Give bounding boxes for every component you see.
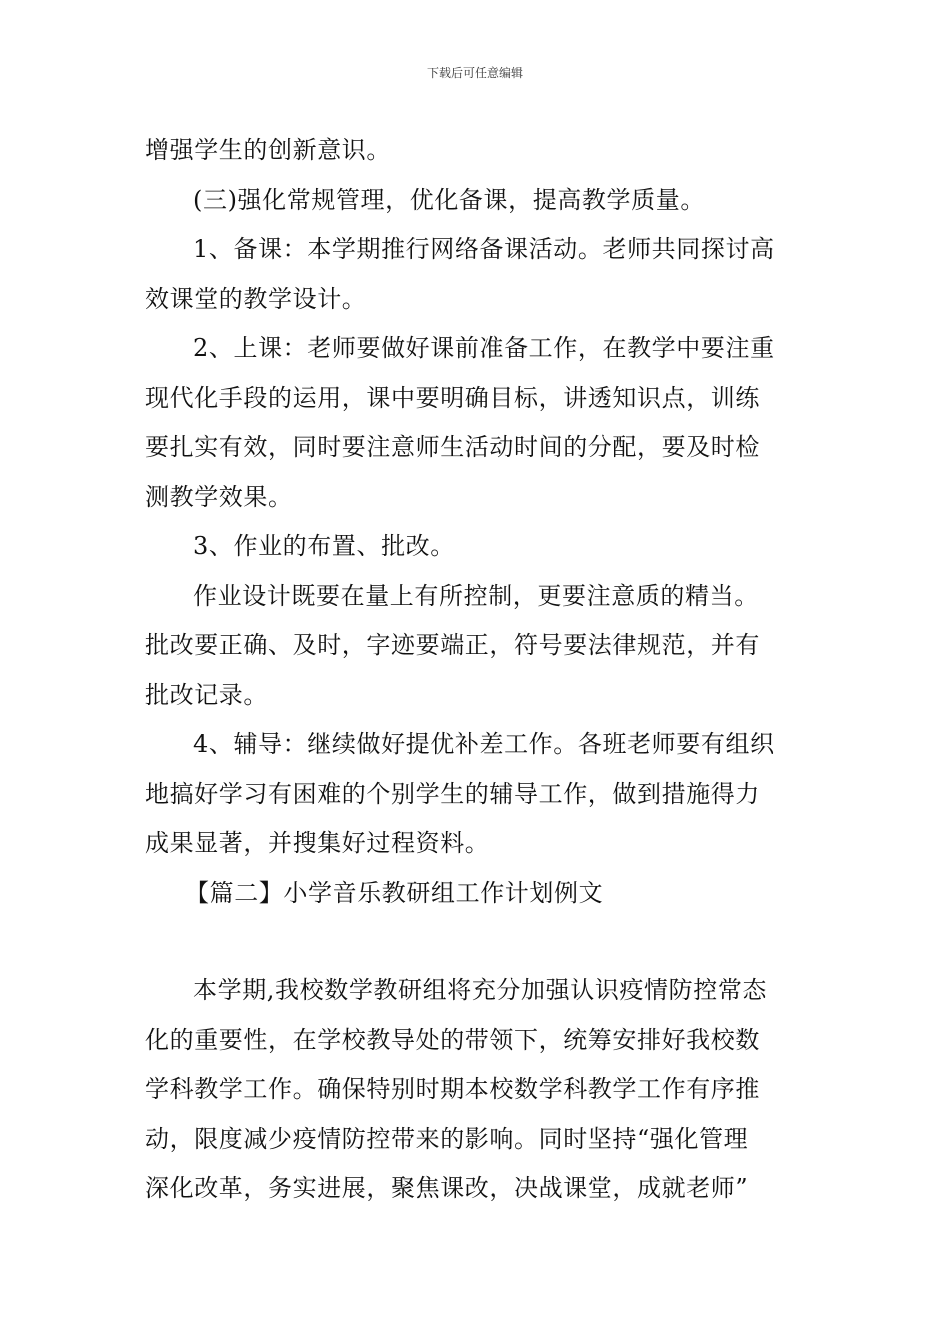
text-line: 3、作业的布置、批改。: [193, 532, 455, 560]
section-heading: (三)强化常规管理，优化备课，提高教学质量。: [193, 185, 705, 214]
text-line: 1、备课：本学期推行网络备课活动。老师共同探讨高: [193, 235, 775, 263]
text-line: 本学期,我校数学教研组将充分加强认识疫情防控常态: [193, 976, 768, 1004]
text-line: 深化改革，务实进展，聚焦课改，决战课堂，成就老师”: [145, 1174, 749, 1202]
text-line: 测教学效果。: [145, 482, 293, 511]
text-line: 增强学生的创新意识。: [145, 136, 391, 164]
text-line: 效课堂的教学设计。: [145, 284, 367, 313]
text-line: 学科教学工作。确保特别时期本校数学科教学工作有序推: [145, 1075, 760, 1103]
text-line: 4、辅导：继续做好提优补差工作。各班老师要有组织: [193, 730, 775, 758]
document-body: [145, 126, 810, 1214]
text-line: 现代化手段的运用，课中要明确目标，讲透知识点，训练: [145, 383, 760, 412]
text-line: 化的重要性，在学校教导处的带领下，统筹安排好我校数: [145, 1025, 760, 1054]
text-line: 成果显著，并搜集好过程资料。: [145, 829, 490, 857]
page-header: 下载后可任意编辑: [426, 66, 523, 80]
text-line: 动，限度减少疫情防控带来的影响。同时坚持“强化管理: [145, 1124, 749, 1153]
article-title: 【篇二】小学音乐教研组工作计划例文: [185, 878, 604, 907]
text-line: 地搞好学习有困难的个别学生的辅导工作，做到措施得力: [145, 779, 760, 808]
text-line: 批改要正确、及时，字迹要端正，符号要法律规范，并有: [145, 631, 760, 659]
text-line: 批改记录。: [145, 680, 268, 709]
text-line: 作业设计既要在量上有所控制，更要注意质的精当。: [193, 581, 759, 610]
text-line: 要扎实有效，同时要注意师生活动时间的分配，要及时检: [145, 433, 760, 461]
text-line: 2、上课：老师要做好课前准备工作，在教学中要注重: [193, 334, 775, 362]
spacer: [145, 918, 810, 966]
